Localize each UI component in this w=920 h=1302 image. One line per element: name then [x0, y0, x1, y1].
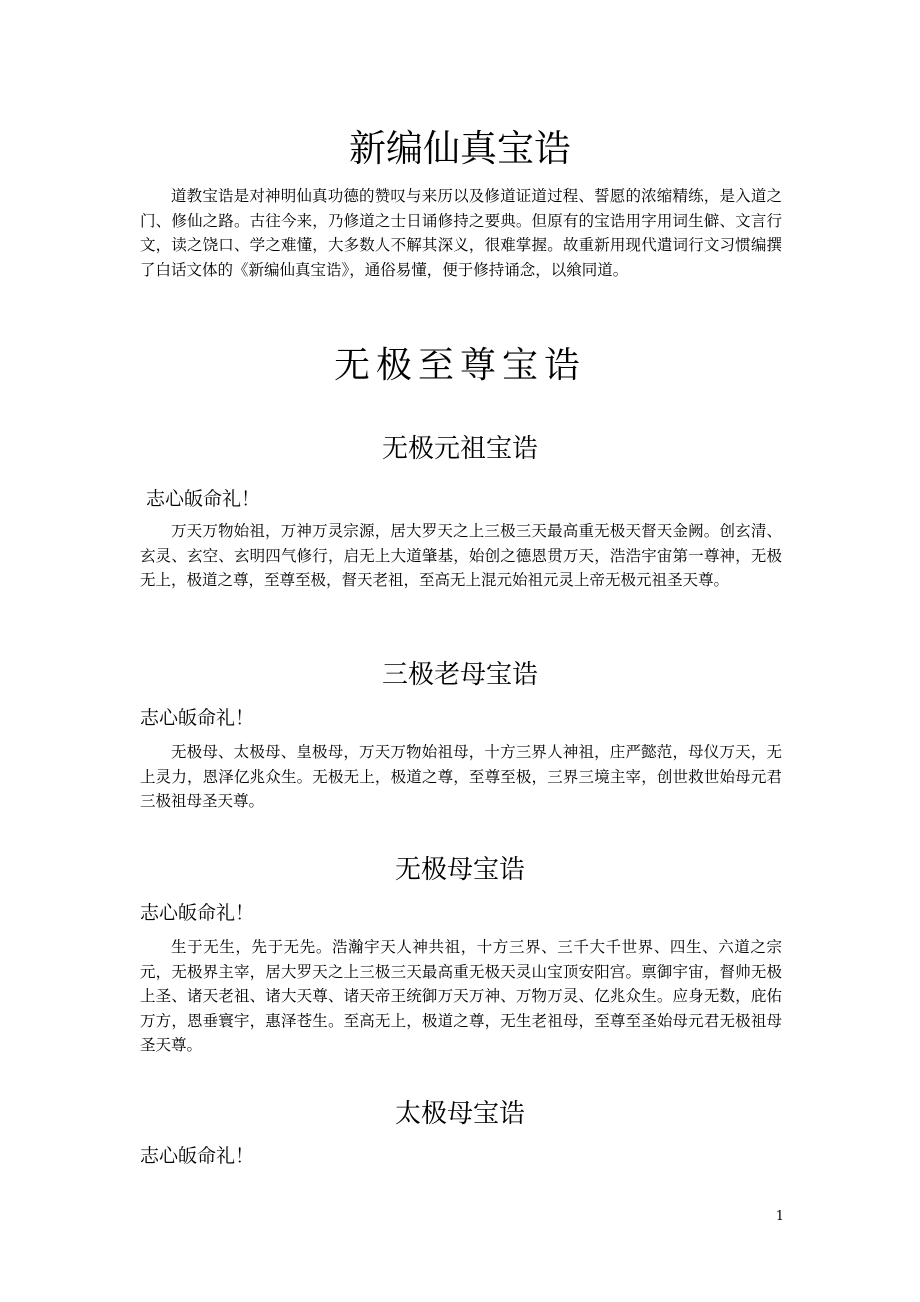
entry-invocation-wuji-yuanzu: 志心皈命礼！: [146, 488, 261, 510]
intro-paragraph: 道教宝诰是对神明仙真功德的赞叹与来历以及修道证道过程、誓愿的浓缩精练，是入道之门、修仙之路。古往今来，乃修道之士日诵修持之要典。但原有的宝诰用字用词生僻、文言行文，读之饶口、学之难懂，大多数人不解其深义，很难掌握。故重新用现代遣词行文习惯编撰了白话文体的《新编仙真宝诰》，通俗易懂，便于修持诵念，以飨同道。: [140, 187, 782, 279]
document-title: 新编仙真宝诰: [349, 127, 571, 170]
entry-title-wuji-yuanzu: 无极元祖宝诰: [381, 434, 538, 464]
entry-text-wuji-mu: 生于无生，先于无先。浩瀚宇天人神共祖，十方三界、三千大千世界、四生、六道之宗元，无极界主宰，居大罗天之上三极三天最高重无极天灵山宝顶安阳宫。禀御宇宙，督帅无极上圣、诸天老祖、诸大天尊、诸天帝王统御万天万神、万物万灵、亿兆众生。应身无数，庇佑万方，恩垂寰宇，惠泽苍生。至高无上，极道之尊，无生老祖母，至尊至圣始母元君无极祖母圣天尊。: [140, 938, 782, 1054]
entry-text-sanji-laomu: 无极母、太极母、皇极母，万天万物始祖母，十方三界人神祖，庄严懿范，母仪万天，无上灵力，恩泽亿兆众生。无极无上，极道之尊，至尊至极，三界三境主宰，创世救世始母元君三极祖母圣天尊。: [140, 743, 782, 810]
entry-text-wuji-yuanzu: 万天万物始祖，万神万灵宗源，居大罗天之上三极三天最高重无极天督天金阙。创玄清、玄灵、玄空、玄明四气修行，启无上大道肇基，始创之德恩贯万天，浩浩宇宙第一尊神，无极无上，极道之尊，至尊至极，督天老祖，至高无上混元始祖元灵上帝无极元祖圣天尊。: [140, 522, 782, 589]
entry-title-taiji-mu: 太极母宝诰: [394, 1099, 525, 1129]
entry-invocation-sanji-laomu: 志心皈命礼！: [140, 707, 255, 729]
entry-invocation-taiji-mu: 志心皈命礼！: [140, 1145, 255, 1167]
entry-title-wuji-mu: 无极母宝诰: [394, 855, 525, 885]
page-number: 1: [775, 1209, 784, 1224]
entry-title-sanji-laomu: 三极老母宝诰: [381, 660, 538, 690]
section-title: 无极至尊宝诰: [333, 345, 586, 386]
entry-invocation-wuji-mu: 志心皈命礼！: [140, 902, 255, 924]
